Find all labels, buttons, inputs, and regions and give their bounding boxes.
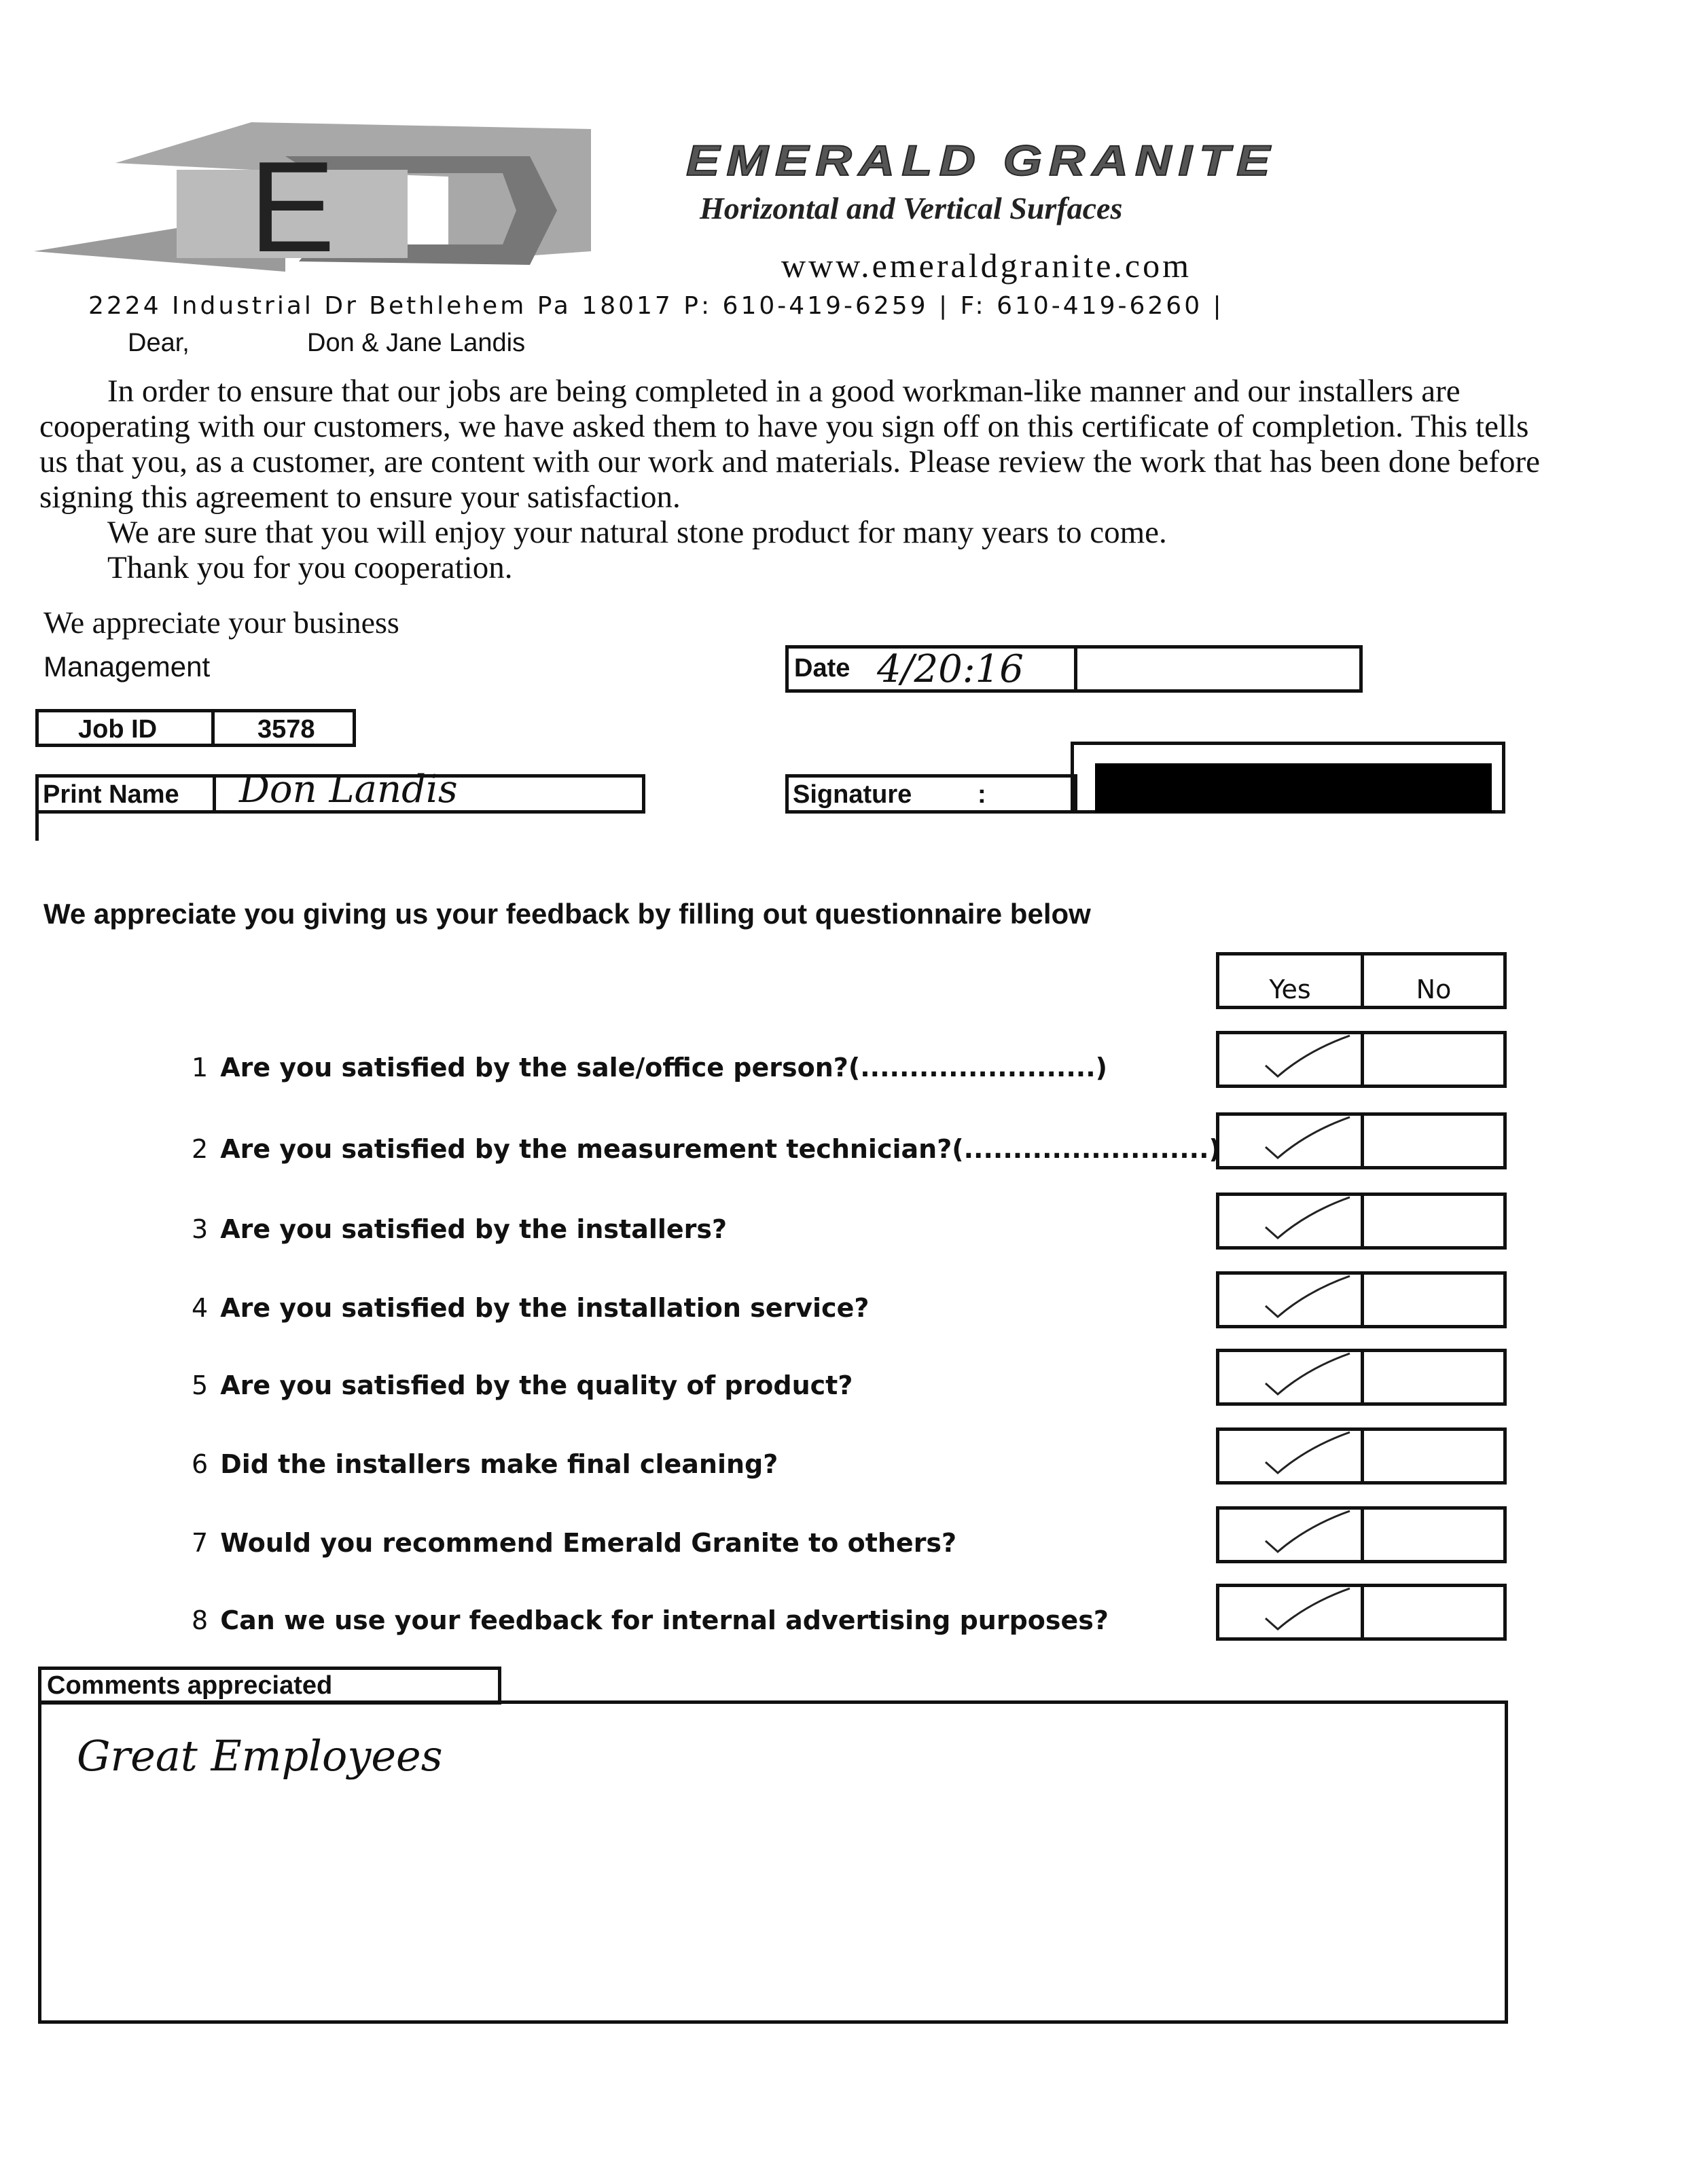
date-divider xyxy=(1074,649,1077,689)
answer-row xyxy=(1216,1506,1507,1563)
no-checkbox[interactable] xyxy=(1364,1431,1503,1481)
question-label: Can we use your feedback for internal advertising purposes? xyxy=(220,1605,1109,1635)
checkmark-icon xyxy=(1260,1030,1355,1085)
question-label: Did the installers make final cleaning? xyxy=(220,1449,778,1479)
signature-redaction xyxy=(1095,763,1492,812)
question-label: Are you satisfied by the measurement technician?(.........................) xyxy=(220,1134,1221,1164)
address-line: 2224 Industrial Dr Bethlehem Pa 18017 P: 610-419-6259 | F: 610-419-6260 | xyxy=(88,292,1224,320)
answer-row xyxy=(1216,1031,1507,1088)
letter-body xyxy=(39,374,1554,585)
customer-name: Don & Jane Landis xyxy=(307,329,526,357)
closing-signoff: Management xyxy=(43,651,211,682)
no-checkbox[interactable] xyxy=(1364,1275,1503,1325)
print-name-tick xyxy=(35,812,39,841)
question-number: 6 xyxy=(192,1449,209,1479)
question-text xyxy=(192,1449,778,1479)
closing-line: We appreciate your business xyxy=(43,605,399,640)
checkmark-icon xyxy=(1260,1506,1355,1560)
answer-row xyxy=(1216,1112,1507,1169)
signature-label: Signature xyxy=(793,780,912,809)
yes-checkbox[interactable] xyxy=(1219,1116,1364,1166)
question-number: 5 xyxy=(192,1370,209,1400)
no-checkbox[interactable] xyxy=(1364,1196,1503,1246)
question-number: 4 xyxy=(192,1293,209,1323)
signature-colon: : xyxy=(978,780,986,809)
question-label: Are you satisfied by the installation service? xyxy=(220,1293,870,1323)
question-number: 3 xyxy=(192,1214,209,1244)
answer-row xyxy=(1216,1427,1507,1485)
checkmark-icon xyxy=(1260,1348,1355,1402)
yes-checkbox[interactable] xyxy=(1219,1510,1364,1560)
checkmark-icon xyxy=(1260,1271,1355,1325)
svg-text:E: E xyxy=(249,135,336,278)
date-field[interactable] xyxy=(785,645,1363,693)
question-number: 2 xyxy=(192,1134,209,1164)
no-checkbox[interactable] xyxy=(1364,1034,1503,1085)
question-number: 7 xyxy=(192,1528,209,1558)
date-value: 4/20:16 xyxy=(877,647,1024,691)
question-label: Would you recommend Emerald Granite to others? xyxy=(220,1528,957,1558)
salutation-label: Dear, xyxy=(128,329,190,357)
print-name-divider xyxy=(213,778,216,810)
yes-checkbox[interactable] xyxy=(1219,1034,1364,1085)
question-number: 8 xyxy=(192,1605,209,1635)
yes-checkbox[interactable] xyxy=(1219,1587,1364,1637)
job-id-divider xyxy=(211,712,215,744)
yes-checkbox[interactable] xyxy=(1219,1196,1364,1246)
checkmark-icon xyxy=(1260,1112,1355,1166)
comments-label: Comments appreciated xyxy=(47,1671,333,1700)
question-text xyxy=(192,1214,727,1244)
question-label: Are you satisfied by the installers? xyxy=(220,1214,728,1244)
question-text xyxy=(192,1134,1221,1164)
yes-checkbox[interactable] xyxy=(1219,1275,1364,1325)
question-text xyxy=(192,1293,869,1323)
comments-label-box xyxy=(38,1667,501,1705)
answer-row xyxy=(1216,1584,1507,1641)
brand-tagline: Horizontal and Vertical Surfaces xyxy=(700,191,1123,225)
brand-name: EMERALD GRANITE xyxy=(686,136,1277,185)
comments-box[interactable] xyxy=(38,1700,1508,2024)
no-checkbox[interactable] xyxy=(1364,1510,1503,1560)
company-logo xyxy=(27,115,611,278)
job-id-label: Job ID xyxy=(78,715,158,744)
answer-row xyxy=(1216,1193,1507,1250)
yes-checkbox[interactable] xyxy=(1219,1431,1364,1481)
no-checkbox[interactable] xyxy=(1364,1587,1503,1637)
no-header: No xyxy=(1416,975,1452,1004)
checkmark-icon xyxy=(1260,1427,1355,1481)
print-name-handwriting: Don Landis xyxy=(239,767,458,812)
website-link[interactable]: www.emeraldgranite.com xyxy=(781,247,1192,285)
letter-paragraph: Thank you for you cooperation. xyxy=(107,550,513,585)
question-text xyxy=(192,1528,956,1558)
yes-checkbox[interactable] xyxy=(1219,1352,1364,1402)
checkmark-icon xyxy=(1260,1583,1355,1637)
answer-row xyxy=(1216,1271,1507,1328)
print-name-label: Print Name xyxy=(43,780,179,809)
checkmark-icon xyxy=(1260,1192,1355,1246)
question-text xyxy=(192,1605,1109,1635)
no-checkbox[interactable] xyxy=(1364,1352,1503,1402)
job-id-value: 3578 xyxy=(257,715,315,744)
question-text xyxy=(192,1053,1107,1082)
letter-paragraph: In order to ensure that our jobs are being completed in a good workman-like manner and our installers are cooperating with our customers, we have asked them to have you sign off on this certificate of completion. This tells us that you, as a customer, are content with our work and materials. Please review the work that has been done before signing this agreement to ensure your satisfaction. xyxy=(39,374,1540,515)
date-label: Date xyxy=(794,654,850,682)
question-label: Are you satisfied by the sale/office person?(........................) xyxy=(220,1053,1108,1082)
yes-header: Yes xyxy=(1219,956,1364,1006)
job-id-field xyxy=(35,709,356,747)
no-checkbox[interactable] xyxy=(1364,1116,1503,1166)
answer-header xyxy=(1216,952,1507,1009)
question-text xyxy=(192,1370,853,1400)
answer-row xyxy=(1216,1349,1507,1406)
letter-paragraph: We are sure that you will enjoy your natural stone product for many years to come. xyxy=(107,515,1167,550)
signature-field[interactable] xyxy=(785,774,1077,814)
question-number: 1 xyxy=(192,1053,209,1082)
questionnaire-heading: We appreciate you giving us your feedback by filling out questionnaire below xyxy=(43,898,1091,930)
question-label: Are you satisfied by the quality of product? xyxy=(220,1370,853,1400)
comments-value: Great Employees xyxy=(77,1731,443,1781)
